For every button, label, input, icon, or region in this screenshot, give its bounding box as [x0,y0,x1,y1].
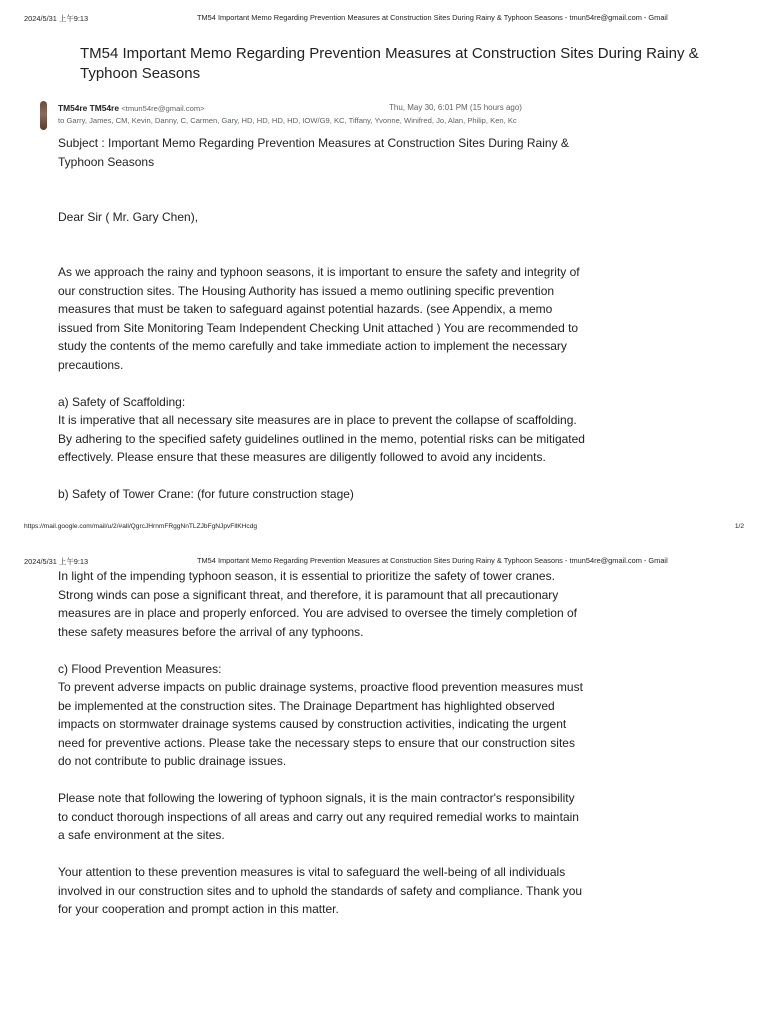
sender-email: <tmun54re@gmail.com> [121,104,205,113]
note-paragraph: Please note that following the lowering of typhoon signals, it is the main contractor's responsibility to conduct thorough inspections of all areas and carry out any required remedial works to maintain a safe environment at the sites. [58,791,579,842]
section-c-body: To prevent adverse impacts on public drainage systems, proactive flood prevention measures must be implemented at the construction sites. The Drainage Department has highlighted observed impacts on stormwater drainage systems caused by construction activities, indicating the urgent need for preventive actions. Please take the necessary steps to ensure that our construction sites do not contribute to public drainage issues. [58,680,583,768]
sender-avatar[interactable] [40,101,47,130]
sender-line [58,103,205,113]
sender-name[interactable]: TM54re TM54re [58,103,119,113]
body-subject: Subject : Important Memo Regarding Prevention Measures at Construction Sites During Rainy & Typhoon Seasons [58,136,569,169]
section-a-heading: a) Safety of Scaffolding: [58,395,186,409]
print-header-datetime: 2024/5/31 上午9:13 [24,14,89,23]
greeting: Dear Sir ( Mr. Gary Chen), [58,210,199,224]
email-subject-heading: TM54 Important Memo Regarding Prevention Measures at Construction Sites During Rainy & Typhoon Seasons [80,45,699,82]
print-header-datetime-page2: 2024/5/31 上午9:13 [24,557,89,566]
section-b-body: In light of the impending typhoon season, it is essential to prioritize the safety of tower cranes. Strong winds can pose a significant threat, and therefore, it is paramount that all precautionary measures are in place and properly enforced. You are advised to oversee the timely completion of these safety measures before the arrival of any typhoons. [58,569,577,639]
print-header-title: TM54 Important Memo Regarding Prevention Measures at Construction Sites During Rainy & Typhoon Seasons - tmun54re@gmail.com - Gmail [197,13,668,22]
section-a-body: It is imperative that all necessary site measures are in place to prevent the collapse of scaffolding. By adhering to the specified safety guidelines outlined in the memo, potential risks can be mitigated effectively. Please ensure that these measures are diligently followed to avoid any incidents. [58,413,585,464]
print-footer-page-number: 1/2 [734,523,744,530]
section-b-heading: b) Safety of Tower Crane: (for future construction stage) [58,487,354,501]
recipients-line[interactable]: to Garry, James, CM, Kevin, Danny, C, Carmen, Gary, HD, HD, HD, HD, IOW/G9, KC, Tiffany, Yvonne, Winifred, Jo, Alan, Philip, Ken, Kc [58,116,517,125]
intro-paragraph: As we approach the rainy and typhoon seasons, it is important to ensure the safety and integrity of our construction sites. The Housing Authority has issued a memo outlining specific prevention measures that must be taken to safeguard against potential hazards. (see Appendix, a memo issued from Site Monitoring Team Independent Checking Unit attached ) You are recommended to study the contents of the memo carefully and take immediate action to implement the necessary precautions. [58,265,580,372]
sent-date: Thu, May 30, 6:01 PM (15 hours ago) [389,103,522,112]
closing-paragraph: Your attention to these prevention measures is vital to safeguard the well-being of all individuals involved in our construction sites and to uphold the standards of safety and compliance. Thank you for your cooperation and prompt action in this matter. [58,865,583,916]
section-c-heading: c) Flood Prevention Measures: [58,662,222,676]
print-header-title-page2: TM54 Important Memo Regarding Prevention Measures at Construction Sites During Rainy & Typhoon Seasons - tmun54re@gmail.com - Gmail [197,556,668,565]
print-footer-url: https://mail.google.com/mail/u/2/#all/QgrcJHrnmFRggNnTLZJbFgNJpvFllKHcdg [24,523,258,530]
